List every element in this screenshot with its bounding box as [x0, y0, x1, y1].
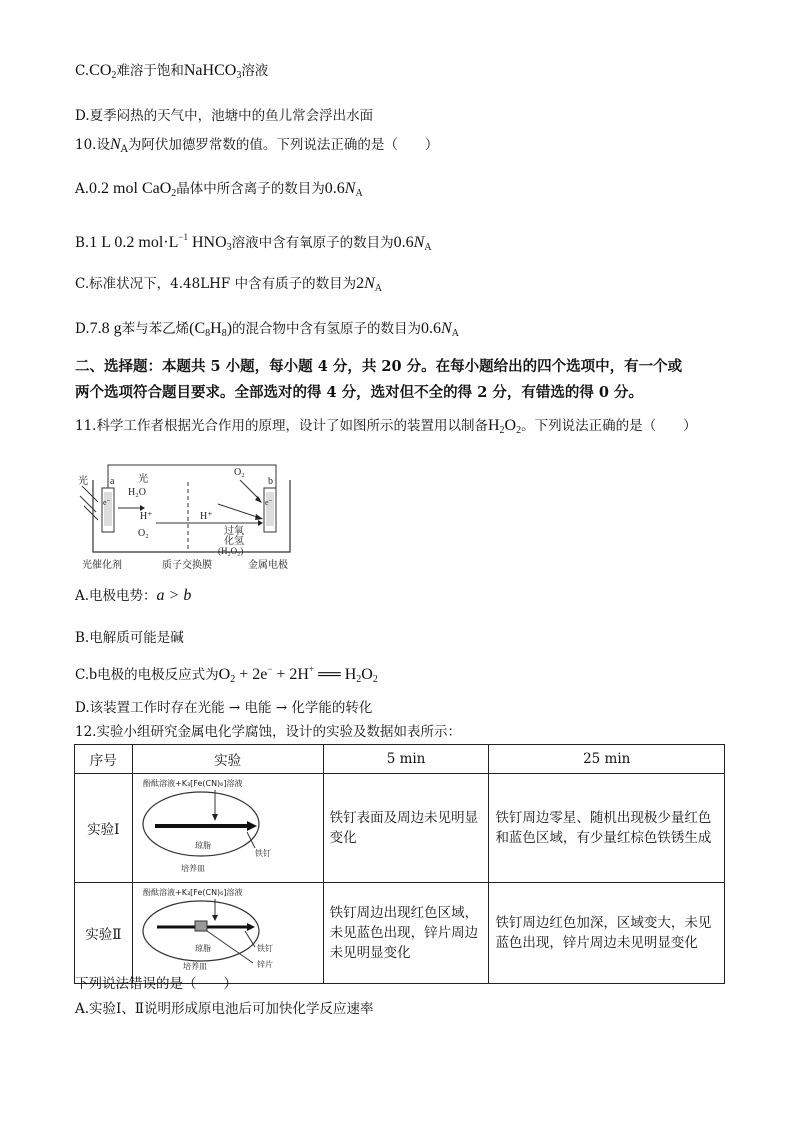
- header-experiment: 实验: [132, 745, 323, 774]
- option-9c: $C.CO_2$难溶于饱和NaHCO$_3$溶液: [75, 62, 269, 81]
- electrode-a-label: a: [110, 476, 115, 487]
- nail-label: 铁钉: [254, 849, 271, 858]
- light-label-mid: 光: [138, 474, 148, 485]
- question-12-ask: 下列说法错误的是（ ）: [75, 976, 237, 992]
- option-10c: C.标准状况下，4.48LHF 中含有质子的数目为$2N_A$: [75, 275, 382, 294]
- hplus-right-label: H⁺: [200, 511, 213, 522]
- experiment-table: [74, 744, 725, 984]
- cell-container: [93, 480, 290, 552]
- fig-top-label: 酚酞溶液+K₃[Fe(CN)₆]溶液: [142, 779, 243, 788]
- question-10: 10.设$N_A$为阿伏加德罗常数的值。下列说法正确的是（ ）: [75, 136, 439, 155]
- product-line1: 过氧: [224, 526, 244, 537]
- option-11d: D.该装置工作时存在光能 → 电能 → 化学能的转化: [75, 700, 373, 716]
- dish-label: 培养皿: [180, 864, 205, 873]
- option-12a: A.实验Ⅰ、Ⅱ说明形成原电池后可加快化学反应速率: [75, 1001, 374, 1017]
- o2-left-label: O₂: [138, 528, 149, 539]
- question-11: 11.科学工作者根据光合作用的原理，设计了如图所示的装置用以制备$H_2O_2$。下列说法正确的是（ ）: [75, 417, 697, 436]
- light-label-left: 光: [78, 476, 88, 487]
- option-9d: D.夏季闷热的天气中，池塘中的鱼儿常会浮出水面: [75, 108, 374, 124]
- question-12: 12.实验小组研究金属电化学腐蚀，设计的实验及数据如表所示：: [75, 724, 461, 740]
- header-25min: 25 min: [489, 745, 725, 774]
- agar-label: 琼脂: [194, 944, 211, 953]
- electrolysis-apparatus-diagram: [78, 460, 308, 572]
- fig-top-label: 酚酞溶液+K₃[Fe(CN)₆]溶液: [142, 888, 243, 897]
- row-label: 实验Ⅰ: [75, 774, 133, 883]
- light-ray: [82, 486, 98, 502]
- photocatalyst-label: 光催化剂: [82, 560, 122, 571]
- option-10b: B.1 L 0.2 $mol\cdot L^{-1}$ $HNO_3$溶液中含有氧原子的数目为$0.6N_A$: [75, 232, 432, 253]
- electron-b: e⁻: [265, 498, 273, 507]
- product-line2: 化氢: [224, 536, 244, 547]
- row-label: 实验Ⅱ: [75, 883, 133, 984]
- experiment-1-25min: 铁钉周边零星、随机出现极少量红色和蓝色区域，有少量红棕色铁锈生成: [489, 774, 725, 883]
- nail-label: 铁钉: [256, 944, 273, 953]
- experiment-2-25min: 铁钉周边红色加深，区域变大，未见蓝色出现，锌片周边未见明显变化: [489, 883, 725, 984]
- dish-label: 培养皿: [182, 962, 207, 971]
- hplus-left-label: H⁺: [140, 511, 153, 522]
- arrow-o2: [240, 480, 260, 500]
- zinc-sheet: [195, 921, 207, 931]
- experiment-2-5min: 铁钉周边出现红色区域，未见蓝色出现，锌片周边未见明显变化: [323, 883, 489, 984]
- table-row: [75, 883, 725, 984]
- table-row: [75, 774, 725, 883]
- option-11a: A.电极电势：a > b: [75, 587, 192, 604]
- o2-top-label: O₂: [234, 467, 245, 478]
- electrode-b-label: b: [268, 476, 273, 487]
- membrane-label: 质子交换膜: [162, 560, 212, 571]
- experiment-1-figure: [132, 774, 323, 883]
- section-2-title-line2: 两个选项符合题目要求。全部选对的得 4 分，选对但不全的得 2 分，有错选的得 0 分。: [75, 384, 644, 401]
- experiment-1-5min: 铁钉表面及周边未见明显变化: [323, 774, 489, 883]
- product-line3: (H₂O₂): [218, 546, 244, 556]
- option-10a: A.0.2 mol CaO$_2$晶体中所含离子的数目为$0.6N_A$: [75, 180, 363, 199]
- agar-label: 琼脂: [194, 841, 211, 850]
- option-11c: C.b电极的电极反应式为$O_2 + 2e^- + 2H^+$ ══ $H_2O_2$: [75, 664, 378, 685]
- zinc-label: 锌片: [256, 960, 273, 969]
- electron-a: e⁻: [103, 498, 111, 507]
- table-header-row: [75, 745, 725, 774]
- header-5min: 5 min: [323, 745, 489, 774]
- section-2-title-line1: 二、选择题：本题共 5 小题，每小题 4 分，共 20 分。在每小题给出的四个选项中，有一个或: [75, 358, 683, 375]
- water-label: H₂O: [128, 487, 146, 498]
- option-11b: B.电解质可能是碱: [75, 630, 184, 646]
- option-10d: D.7.8 g苯与苯乙烯$(C_8H_8)$的混合物中含有氢原子的数目为$0.6N_A$: [75, 320, 459, 339]
- experiment-2-figure: [132, 883, 323, 984]
- header-index: 序号: [75, 745, 133, 774]
- metal-electrode-label: 金属电极: [248, 560, 288, 571]
- external-wire: [108, 465, 276, 488]
